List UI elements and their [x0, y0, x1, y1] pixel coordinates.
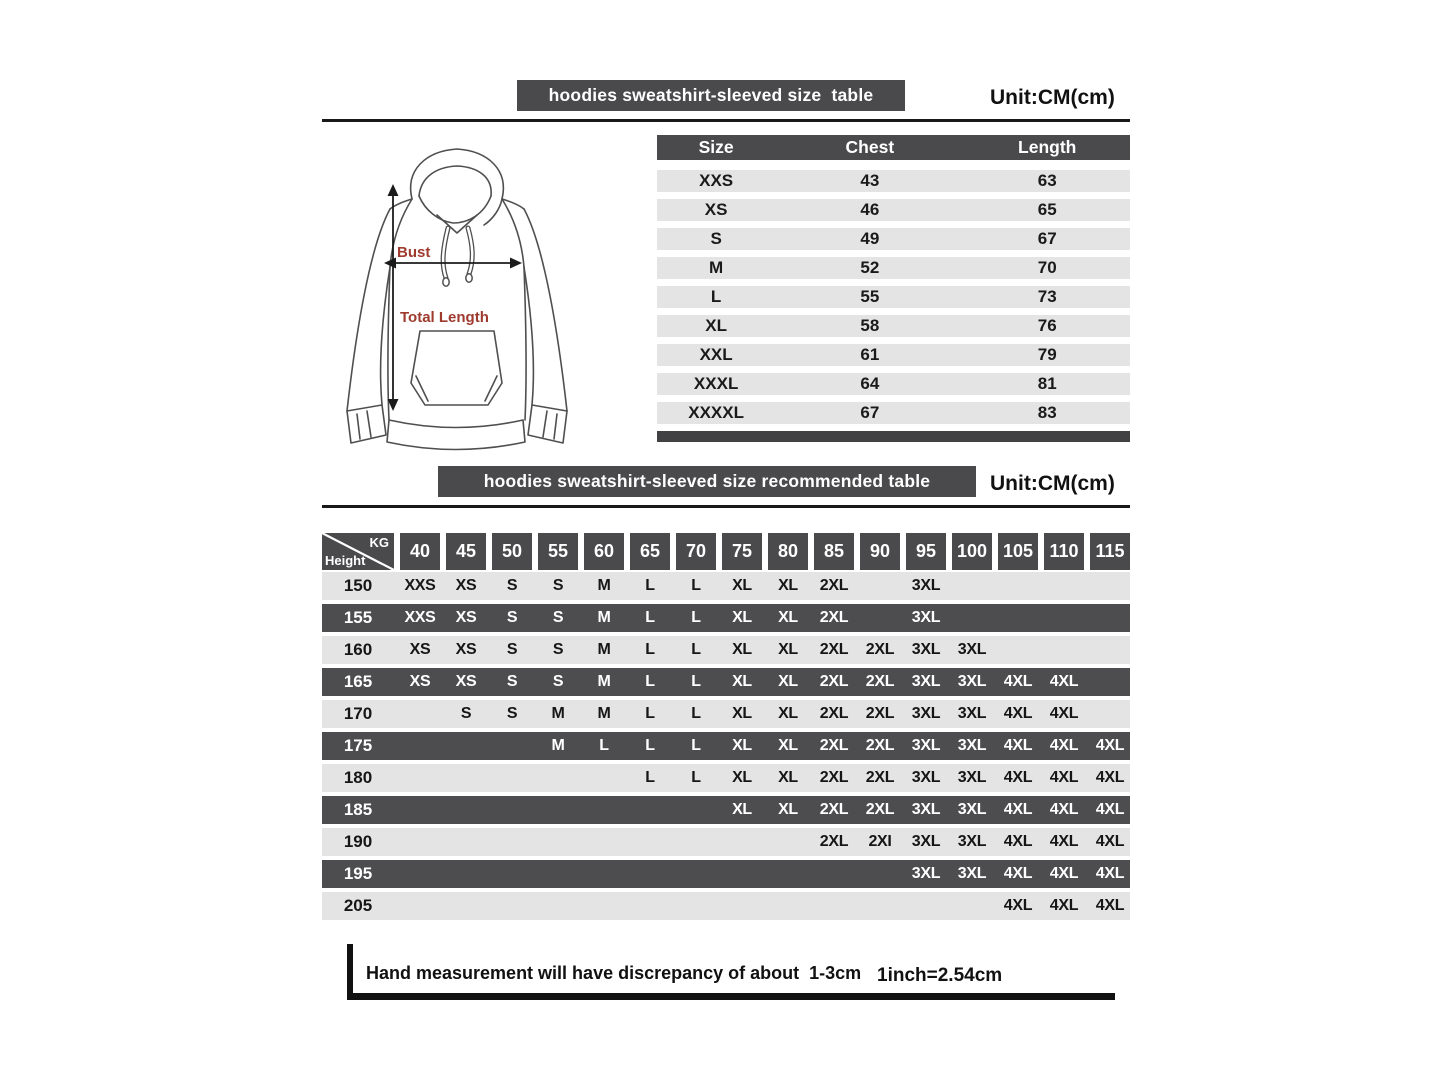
- size-cell: S: [552, 609, 564, 626]
- size-table-body: [657, 170, 1130, 424]
- total-length-label: Total Length: [400, 309, 489, 326]
- chest-cell: 64: [860, 374, 880, 393]
- measurement-note: Hand measurement will have discrepancy of about 1-3cm: [366, 963, 862, 983]
- size-cell: M: [597, 609, 611, 626]
- size-cell: XL: [732, 641, 752, 658]
- size-cell: S: [710, 229, 722, 248]
- size-cell: XL: [778, 737, 798, 754]
- size-table-unit-label: Unit:CM(cm): [990, 86, 1115, 109]
- recommended-table-unit-label: Unit:CM(cm): [990, 472, 1115, 495]
- height-cell: 185: [343, 800, 373, 819]
- size-cell: L: [691, 609, 701, 626]
- size-cell: L: [691, 577, 701, 594]
- size-cell: 3XL: [957, 865, 987, 882]
- divider-line-top: [322, 119, 1130, 122]
- size-cell: XL: [732, 769, 752, 786]
- size-cell: XL: [778, 705, 798, 722]
- size-cell: 4XL: [1095, 801, 1125, 818]
- size-cell: 3XL: [911, 577, 941, 594]
- size-cell: S: [506, 609, 518, 626]
- size-cell: 4XL: [1095, 897, 1125, 914]
- recommended-table-row: [322, 892, 1130, 920]
- size-cell: 2XL: [819, 801, 849, 818]
- size-table-row: [657, 373, 1130, 395]
- length-cell: 83: [1037, 403, 1057, 422]
- size-cell: 3XL: [957, 801, 987, 818]
- size-cell: XL: [778, 769, 798, 786]
- size-cell: 2XL: [865, 641, 895, 658]
- recommended-table-row: [322, 700, 1130, 728]
- size-cell: XL: [778, 641, 798, 658]
- size-cell: XXL: [699, 345, 733, 364]
- column-header-chest: Chest: [845, 137, 895, 157]
- size-cell: 3XL: [957, 833, 987, 850]
- size-cell: 3XL: [957, 705, 987, 722]
- chest-cell: 55: [860, 287, 880, 306]
- size-cell: M: [551, 705, 565, 722]
- size-cell: XL: [705, 316, 727, 335]
- recommended-table-title-bar: hoodies sweatshirt-sleeved size recommended table: [438, 466, 976, 497]
- size-cell: XL: [732, 801, 752, 818]
- size-cell: 3XL: [911, 865, 941, 882]
- size-cell: XXS: [699, 171, 734, 190]
- size-cell: 3XL: [911, 737, 941, 754]
- size-cell: S: [552, 673, 564, 690]
- length-cell: 81: [1037, 374, 1057, 393]
- size-cell: 4XL: [1095, 769, 1125, 786]
- weight-column-headers: [400, 533, 1130, 570]
- size-cell: 4XL: [1095, 865, 1125, 882]
- size-cell: XXXL: [693, 374, 739, 393]
- size-cell: XS: [409, 673, 431, 690]
- size-cell: XS: [704, 200, 728, 219]
- size-cell: XL: [732, 705, 752, 722]
- size-cell: 3XL: [957, 673, 987, 690]
- size-cell: XS: [409, 641, 431, 658]
- weight-column-header: 110: [1044, 533, 1084, 570]
- size-table-title-bar: hoodies sweatshirt-sleeved size table: [517, 80, 905, 111]
- size-cell: S: [460, 705, 472, 722]
- weight-column-header: 50: [492, 533, 532, 570]
- size-cell: XL: [732, 737, 752, 754]
- weight-column-header: 75: [722, 533, 762, 570]
- size-cell: 2XI: [868, 833, 892, 850]
- size-cell: XS: [455, 577, 477, 594]
- size-cell: XL: [732, 609, 752, 626]
- size-cell: XXXXL: [688, 403, 744, 422]
- size-cell: 2XL: [819, 769, 849, 786]
- size-cell: XXS: [404, 609, 436, 626]
- weight-column-header: 65: [630, 533, 670, 570]
- size-table-row: [657, 257, 1130, 279]
- recommended-table-header-row: [322, 533, 1130, 570]
- length-cell: 65: [1037, 200, 1057, 219]
- size-cell: XS: [455, 673, 477, 690]
- size-cell: 3XL: [911, 705, 941, 722]
- height-cell: 160: [343, 640, 373, 659]
- size-cell: L: [645, 577, 655, 594]
- weight-column-header: 115: [1090, 533, 1130, 570]
- size-cell: 2XL: [865, 673, 895, 690]
- size-cell: M: [709, 258, 724, 277]
- size-table-row: [657, 315, 1130, 337]
- recommended-size-table: [322, 533, 1130, 924]
- size-cell: 3XL: [911, 641, 941, 658]
- height-label: Height: [325, 553, 366, 568]
- length-cell: 73: [1037, 287, 1057, 306]
- size-cell: S: [552, 577, 564, 594]
- weight-column-header: 70: [676, 533, 716, 570]
- length-cell: 79: [1037, 345, 1057, 364]
- size-cell: 3XL: [911, 673, 941, 690]
- height-cell: 205: [343, 896, 373, 915]
- size-cell: 3XL: [911, 609, 941, 626]
- recommended-table-row: [322, 668, 1130, 696]
- height-cell: 195: [343, 864, 373, 883]
- size-cell: 2XL: [819, 641, 849, 658]
- size-cell: M: [597, 577, 611, 594]
- size-cell: 4XL: [1003, 833, 1033, 850]
- size-table-row: [657, 344, 1130, 366]
- divider-line-middle: [322, 505, 1130, 508]
- size-table-row: [657, 228, 1130, 250]
- recommended-table-row: [322, 636, 1130, 664]
- size-cell: XL: [778, 577, 798, 594]
- weight-column-header: 95: [906, 533, 946, 570]
- size-cell: 2XL: [865, 737, 895, 754]
- size-cell: 2XL: [819, 609, 849, 626]
- size-cell: 3XL: [911, 833, 941, 850]
- size-cell: L: [691, 641, 701, 658]
- size-cell: 2XL: [865, 769, 895, 786]
- size-cell: M: [551, 737, 565, 754]
- size-cell: M: [597, 705, 611, 722]
- recommended-table-row: [322, 860, 1130, 888]
- recommended-table-row: [322, 828, 1130, 856]
- size-cell: 4XL: [1003, 769, 1033, 786]
- recommended-table-row: [322, 732, 1130, 760]
- size-cell: 3XL: [911, 769, 941, 786]
- chest-cell: 67: [860, 403, 880, 422]
- size-cell: XL: [778, 609, 798, 626]
- length-cell: 63: [1037, 171, 1057, 190]
- chest-cell: 61: [860, 345, 880, 364]
- size-cell: L: [691, 769, 701, 786]
- drawstrings: [443, 228, 472, 286]
- size-table-row: [657, 199, 1130, 221]
- chest-cell: 49: [860, 229, 880, 248]
- size-cell: 4XL: [1049, 833, 1079, 850]
- column-header-size: Size: [698, 137, 734, 157]
- weight-column-header: 100: [952, 533, 992, 570]
- column-header-length: Length: [1018, 137, 1077, 157]
- weight-column-header: 45: [446, 533, 486, 570]
- size-cell: 4XL: [1003, 897, 1033, 914]
- size-cell: 4XL: [1049, 737, 1079, 754]
- chest-cell: 46: [860, 200, 880, 219]
- size-cell: 2XL: [819, 737, 849, 754]
- size-cell: 3XL: [911, 801, 941, 818]
- size-cell: L: [710, 287, 722, 306]
- size-cell: M: [597, 641, 611, 658]
- size-cell: 2XL: [865, 801, 895, 818]
- size-table-row: [657, 170, 1130, 192]
- height-cell: 180: [343, 768, 373, 787]
- size-cell: 4XL: [1003, 865, 1033, 882]
- size-cell: L: [645, 769, 655, 786]
- weight-column-header: 40: [400, 533, 440, 570]
- footer-bottom-bar: [347, 993, 1115, 1000]
- recommended-table-row: [322, 604, 1130, 632]
- size-cell: S: [506, 673, 518, 690]
- size-cell: 4XL: [1049, 769, 1079, 786]
- kg-height-corner-cell: [322, 533, 394, 570]
- height-cell: 175: [343, 736, 373, 755]
- size-cell: 2XL: [819, 833, 849, 850]
- weight-column-header: 90: [860, 533, 900, 570]
- size-cell: XXS: [404, 577, 436, 594]
- size-cell: XL: [732, 577, 752, 594]
- size-cell: M: [597, 673, 611, 690]
- recommended-table-row: [322, 572, 1130, 600]
- hoodie-outline: [347, 149, 567, 450]
- kg-label: KG: [369, 535, 389, 550]
- size-table-row: [657, 286, 1130, 308]
- size-cell: 4XL: [1095, 833, 1125, 850]
- size-cell: 4XL: [1049, 705, 1079, 722]
- size-cell: 4XL: [1003, 673, 1033, 690]
- size-cell: XL: [732, 673, 752, 690]
- length-cell: 76: [1037, 316, 1057, 335]
- height-cell: 190: [343, 832, 373, 851]
- height-cell: 155: [343, 608, 373, 627]
- footer-left-bar: [347, 944, 353, 1000]
- size-cell: L: [645, 609, 655, 626]
- size-cell: L: [599, 737, 609, 754]
- size-cell: 4XL: [1049, 673, 1079, 690]
- chest-cell: 52: [860, 258, 880, 277]
- inch-conversion-note: 1inch=2.54cm: [877, 965, 1003, 986]
- size-cell: 4XL: [1003, 737, 1033, 754]
- size-table-row: [657, 402, 1130, 424]
- recommended-table-row: [322, 764, 1130, 792]
- size-cell: L: [691, 737, 701, 754]
- size-cell: XS: [455, 641, 477, 658]
- chest-cell: 58: [860, 316, 880, 335]
- weight-column-header: 105: [998, 533, 1038, 570]
- size-cell: 3XL: [957, 641, 987, 658]
- size-cell: S: [552, 641, 564, 658]
- recommended-table-body: [322, 572, 1130, 920]
- size-cell: L: [645, 641, 655, 658]
- weight-column-header: 60: [584, 533, 624, 570]
- size-table-header-row: [657, 135, 1130, 160]
- size-cell: 3XL: [957, 769, 987, 786]
- recommended-table-row: [322, 796, 1130, 824]
- hoodie-measurement-diagram: [326, 136, 608, 458]
- size-cell: L: [645, 705, 655, 722]
- height-cell: 150: [343, 576, 373, 595]
- size-cell: 2XL: [819, 577, 849, 594]
- size-cell: 4XL: [1049, 897, 1079, 914]
- size-cell: 4XL: [1049, 801, 1079, 818]
- size-cell: 4XL: [1003, 801, 1033, 818]
- size-cell: 2XL: [819, 705, 849, 722]
- size-cell: L: [691, 673, 701, 690]
- size-table: [657, 135, 1130, 442]
- size-cell: 2XL: [865, 705, 895, 722]
- size-cell: XL: [778, 673, 798, 690]
- bust-label: Bust: [397, 244, 431, 261]
- size-cell: S: [506, 577, 518, 594]
- height-cell: 170: [343, 704, 373, 723]
- size-table-bottom-bar: [657, 431, 1130, 442]
- chest-cell: 43: [860, 171, 880, 190]
- size-cell: L: [691, 705, 701, 722]
- length-cell: 70: [1037, 258, 1057, 277]
- size-cell: XS: [455, 609, 477, 626]
- size-cell: L: [645, 737, 655, 754]
- weight-column-header: 55: [538, 533, 578, 570]
- height-cell: 165: [343, 672, 373, 691]
- size-cell: 3XL: [957, 737, 987, 754]
- size-cell: 4XL: [1003, 705, 1033, 722]
- weight-column-header: 85: [814, 533, 854, 570]
- size-cell: XL: [778, 801, 798, 818]
- size-cell: S: [506, 641, 518, 658]
- weight-column-header: 80: [768, 533, 808, 570]
- size-cell: 4XL: [1049, 865, 1079, 882]
- size-cell: L: [645, 673, 655, 690]
- size-cell: S: [506, 705, 518, 722]
- size-cell: 4XL: [1095, 737, 1125, 754]
- size-cell: 2XL: [819, 673, 849, 690]
- length-cell: 67: [1037, 229, 1057, 248]
